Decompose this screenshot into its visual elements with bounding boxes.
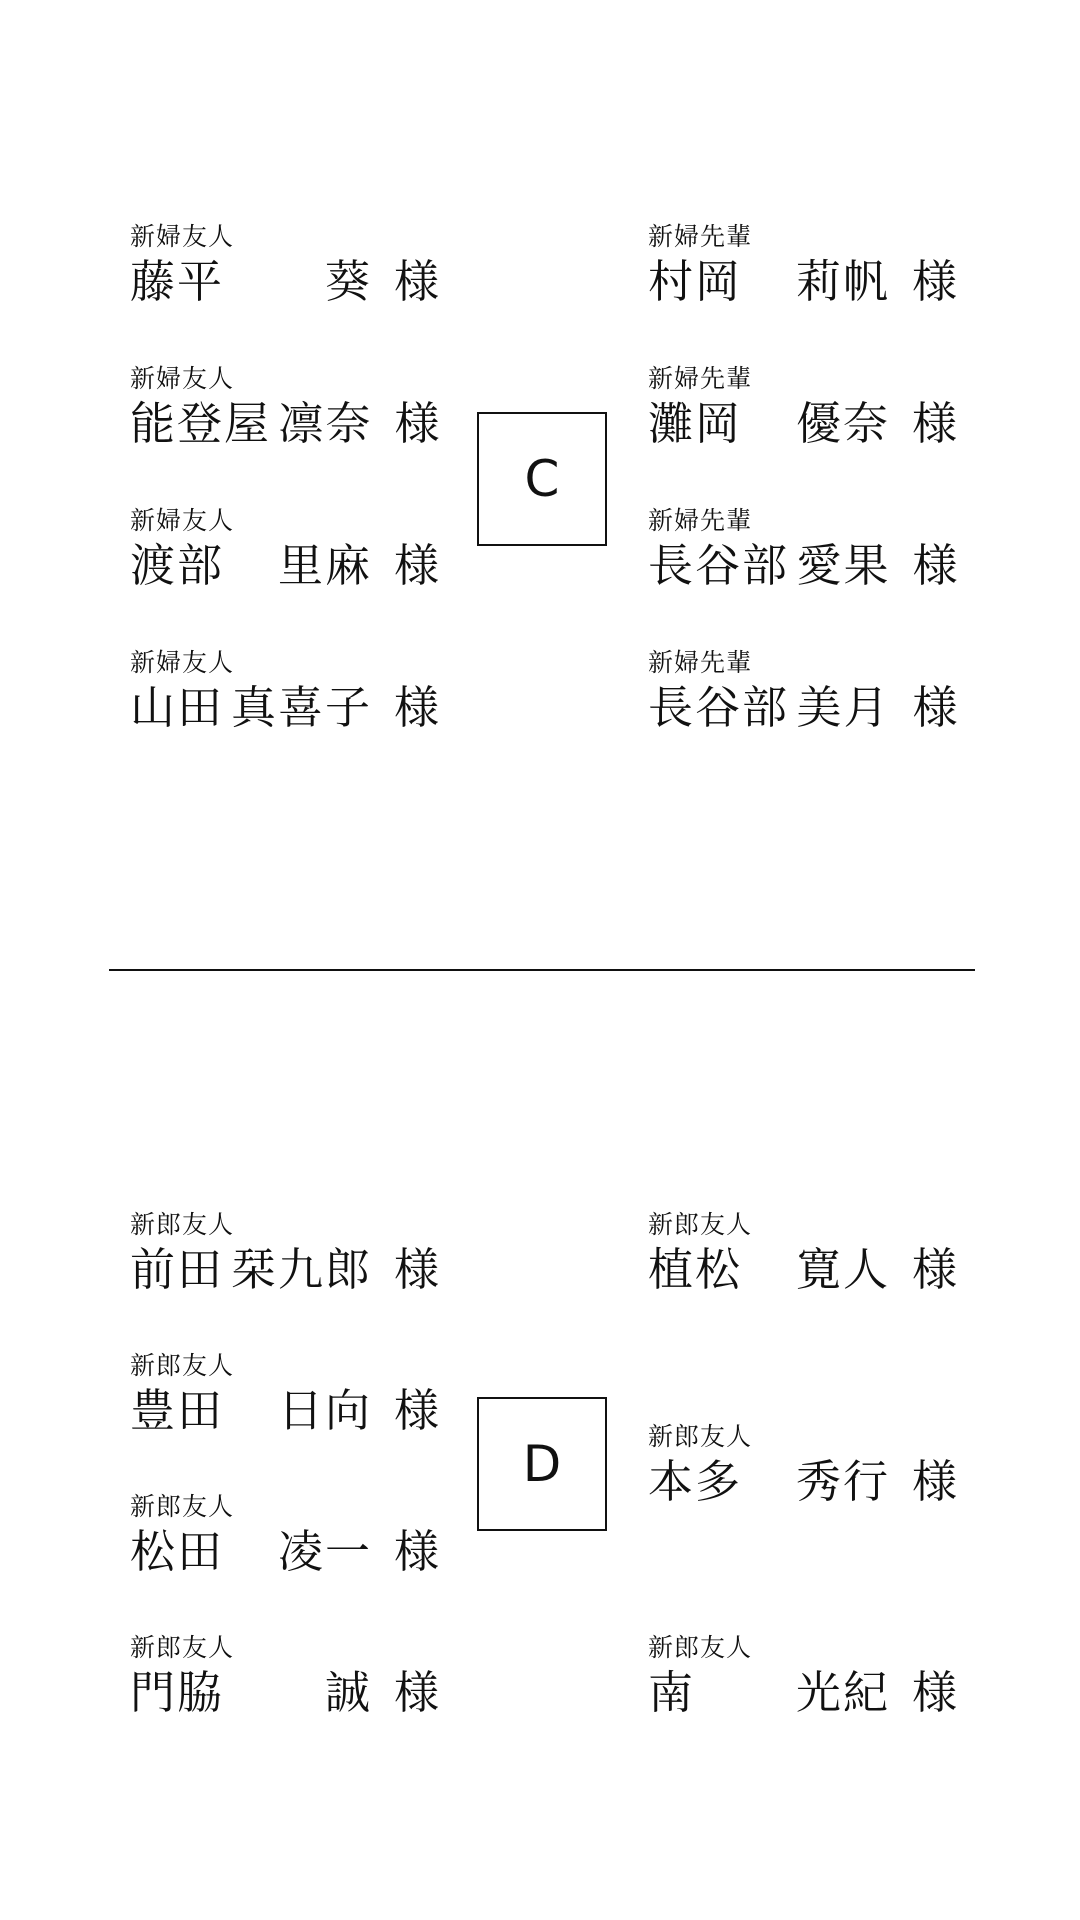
guest-role: 新婦友人 — [130, 364, 235, 393]
guest-surname: 南 — [648, 1666, 696, 1719]
guest-honorific: 様 — [394, 539, 440, 592]
guest-role: 新婦友人 — [130, 506, 235, 535]
guest-surname: 植松 — [648, 1243, 743, 1296]
guest-name-line — [130, 540, 440, 592]
guest-honorific: 様 — [394, 1384, 440, 1437]
guest-honorific: 様 — [394, 397, 440, 450]
guest-name-line — [648, 256, 958, 308]
guest-surname: 灘岡 — [648, 397, 743, 450]
guest-surname: 村岡 — [648, 255, 743, 308]
guest-card — [130, 1210, 440, 1296]
guest-given-name: 莉帆 — [795, 255, 890, 308]
guest-card — [648, 1210, 958, 1296]
guest-card — [648, 506, 958, 592]
guest-surname: 長谷部 — [648, 539, 790, 592]
guest-card — [130, 364, 440, 450]
guest-surname: 藤平 — [130, 255, 225, 308]
guest-honorific: 様 — [394, 255, 440, 308]
guest-surname: 長谷部 — [648, 681, 790, 734]
guest-given-name: 光紀 — [795, 1666, 890, 1719]
guest-honorific: 様 — [912, 681, 958, 734]
guest-honorific: 様 — [912, 539, 958, 592]
guest-name-line — [648, 682, 958, 734]
guest-given-name: 寛人 — [795, 1243, 890, 1296]
guest-card — [130, 1633, 440, 1719]
guest-name-line — [130, 1244, 440, 1296]
guest-honorific: 様 — [912, 1455, 958, 1508]
guest-given-name: 優奈 — [795, 397, 890, 450]
guest-honorific: 様 — [394, 1243, 440, 1296]
guest-role: 新郎友人 — [648, 1633, 753, 1662]
guest-role: 新郎友人 — [648, 1210, 753, 1239]
guest-role: 新婦先輩 — [648, 222, 753, 251]
guest-surname: 松田 — [130, 1525, 225, 1578]
guest-card — [648, 222, 958, 308]
guest-role: 新郎友人 — [130, 1492, 235, 1521]
guest-name-line — [648, 1667, 958, 1719]
guest-name-line — [130, 256, 440, 308]
guest-name-line — [648, 1456, 958, 1508]
guest-role: 新郎友人 — [130, 1633, 235, 1662]
guest-given-name: 日向 — [277, 1384, 372, 1437]
guest-given-name: 誠 — [324, 1666, 372, 1719]
guest-surname: 前田 — [130, 1243, 225, 1296]
guest-given-name: 秀行 — [795, 1455, 890, 1508]
guest-given-name: 葵 — [324, 255, 372, 308]
guest-name-line — [648, 1244, 958, 1296]
guest-role: 新婦先輩 — [648, 364, 753, 393]
guest-name-line — [648, 540, 958, 592]
guest-honorific: 様 — [912, 1666, 958, 1719]
guest-given-name: 真喜子 — [230, 681, 372, 734]
guest-given-name: 愛果 — [796, 539, 891, 592]
guest-honorific: 様 — [394, 1525, 440, 1578]
guest-given-name: 里麻 — [277, 539, 372, 592]
guest-role: 新婦先輩 — [648, 506, 753, 535]
guest-card — [648, 1422, 958, 1508]
guest-role: 新婦先輩 — [648, 648, 753, 677]
guest-card — [648, 648, 958, 734]
guest-card — [130, 222, 440, 308]
guest-given-name: 栞九郎 — [230, 1243, 372, 1296]
guest-role: 新婦友人 — [130, 222, 235, 251]
guest-given-name: 美月 — [796, 681, 891, 734]
guest-honorific: 様 — [912, 397, 958, 450]
guest-name-line — [648, 398, 958, 450]
guest-card — [130, 648, 440, 734]
guest-card — [648, 364, 958, 450]
guest-given-name: 凛奈 — [278, 397, 373, 450]
guest-honorific: 様 — [394, 681, 440, 734]
guest-card — [130, 506, 440, 592]
guest-name-line — [130, 1385, 440, 1437]
table-label-c: C — [477, 412, 607, 546]
guest-surname: 渡部 — [130, 539, 225, 592]
guest-given-name: 凌一 — [277, 1525, 372, 1578]
guest-surname: 山田 — [130, 681, 225, 734]
section-divider — [109, 969, 975, 971]
guest-name-line — [130, 682, 440, 734]
guest-surname: 本多 — [648, 1455, 743, 1508]
guest-surname: 門脇 — [130, 1666, 225, 1719]
guest-card — [648, 1633, 958, 1719]
guest-role: 新郎友人 — [130, 1351, 235, 1380]
guest-honorific: 様 — [912, 1243, 958, 1296]
guest-card — [130, 1492, 440, 1578]
guest-name-line — [130, 398, 440, 450]
guest-role: 新郎友人 — [648, 1422, 753, 1451]
guest-surname: 能登屋 — [130, 397, 272, 450]
guest-honorific: 様 — [394, 1666, 440, 1719]
table-label-d: D — [477, 1397, 607, 1531]
guest-role: 新婦友人 — [130, 648, 235, 677]
guest-name-line — [130, 1526, 440, 1578]
guest-honorific: 様 — [912, 255, 958, 308]
guest-role: 新郎友人 — [130, 1210, 235, 1239]
guest-surname: 豊田 — [130, 1384, 225, 1437]
guest-name-line — [130, 1667, 440, 1719]
guest-card — [130, 1351, 440, 1437]
